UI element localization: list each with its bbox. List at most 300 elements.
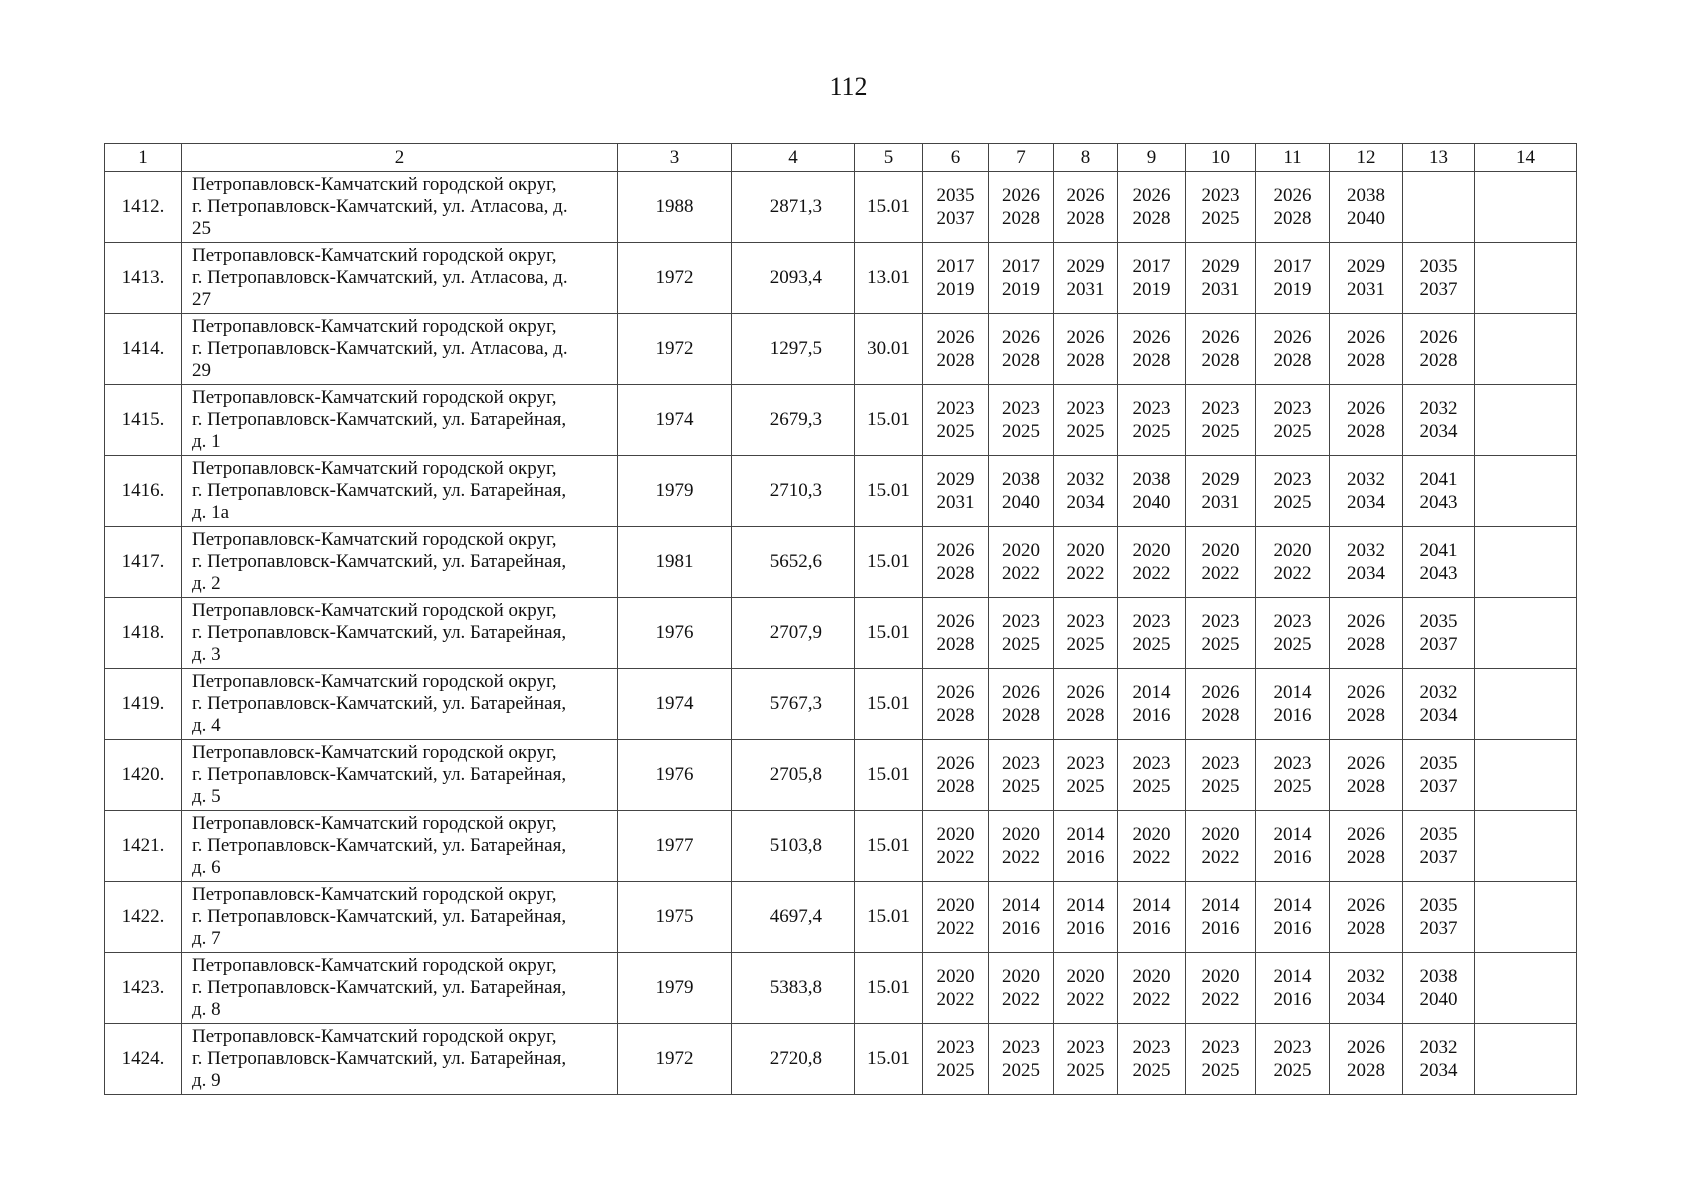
period-cell-col-10 (1186, 1024, 1256, 1095)
row-number: 1419. (105, 669, 182, 740)
row-number: 1414. (105, 314, 182, 385)
address-line: Петропавловск-Камчатский городской округ, (192, 955, 557, 976)
period-start: 2020 (1002, 824, 1040, 845)
period-end: 2022 (936, 847, 975, 868)
column-header-1: 1 (105, 144, 182, 172)
period-start: 2014 (1201, 895, 1240, 916)
period-start: 2038 (1347, 185, 1385, 206)
address-line: г. Петропавловск-Камчатский, ул. Батарейная, (192, 764, 567, 785)
period-end: 2028 (1066, 705, 1105, 726)
period-start: 2032 (1419, 398, 1458, 419)
date-code: 15.01 (855, 385, 923, 456)
address-line: г. Петропавловск-Камчатский, ул. Атласова, д. (192, 267, 568, 288)
address-line: г. Петропавловск-Камчатский, ул. Батарейная, (192, 693, 567, 714)
column-header-3: 3 (618, 144, 732, 172)
period-end: 2028 (1201, 705, 1240, 726)
period-end: 2028 (1347, 350, 1385, 371)
period-start: 2017 (936, 256, 975, 277)
period-cell-col-10 (1186, 669, 1256, 740)
period-end: 2040 (1002, 492, 1040, 513)
year-built: 1979 (618, 953, 732, 1024)
period-cell-col-12 (1330, 243, 1403, 314)
column-header-2: 2 (182, 144, 618, 172)
period-cell-col-10 (1186, 172, 1256, 243)
period-cell-col-13 (1403, 1024, 1475, 1095)
period-end: 2025 (1201, 208, 1240, 229)
period-start: 2014 (1066, 824, 1105, 845)
period-cell-col-7 (989, 527, 1054, 598)
period-cell-col-13 (1403, 882, 1475, 953)
period-cell-col-8 (1054, 882, 1118, 953)
period-cell-col-11 (1256, 314, 1330, 385)
address-line: 29 (192, 360, 211, 381)
period-start: 2026 (936, 682, 975, 703)
period-end: 2016 (1273, 918, 1312, 939)
period-start: 2014 (1132, 895, 1171, 916)
period-cell-col-8 (1054, 314, 1118, 385)
period-cell-col-8 (1054, 811, 1118, 882)
table-row (105, 314, 1577, 385)
period-end: 2019 (1273, 279, 1312, 300)
header-row (105, 144, 1577, 172)
row-number: 1417. (105, 527, 182, 598)
period-end: 2025 (936, 1060, 975, 1081)
period-cell-col-11 (1256, 953, 1330, 1024)
period-cell-col-12 (1330, 740, 1403, 811)
period-cell-col-10 (1186, 811, 1256, 882)
period-start: 2026 (1132, 185, 1171, 206)
column-header-5: 5 (855, 144, 923, 172)
period-start: 2026 (1347, 327, 1385, 348)
period-end: 2022 (1201, 563, 1240, 584)
address-cell (182, 172, 618, 243)
period-cell-col-10 (1186, 882, 1256, 953)
address-line: д. 1а (192, 502, 230, 523)
address-line: г. Петропавловск-Камчатский, ул. Батарейная, (192, 480, 567, 501)
period-start: 2029 (1347, 256, 1385, 277)
address-cell (182, 527, 618, 598)
table-row (105, 811, 1577, 882)
period-cell-col-11 (1256, 385, 1330, 456)
period-start: 2020 (1273, 540, 1312, 561)
table-header (105, 144, 1577, 172)
period-cell-col-6 (923, 669, 989, 740)
column-header-13: 13 (1403, 144, 1475, 172)
period-end: 2025 (1273, 1060, 1312, 1081)
period-start: 2023 (1066, 611, 1105, 632)
period-start: 2023 (1002, 753, 1040, 774)
period-cell-col-14 (1475, 740, 1577, 811)
period-start: 2026 (1347, 895, 1385, 916)
period-start: 2026 (936, 611, 975, 632)
period-end: 2028 (1002, 350, 1040, 371)
period-cell-col-9 (1118, 811, 1186, 882)
address-line: Петропавловск-Камчатский городской округ, (192, 529, 557, 550)
period-cell-col-6 (923, 243, 989, 314)
period-cell-col-14 (1475, 385, 1577, 456)
period-start: 2032 (1066, 469, 1105, 490)
period-end: 2037 (1419, 634, 1458, 655)
period-cell-col-10 (1186, 598, 1256, 669)
date-code: 15.01 (855, 882, 923, 953)
row-number: 1416. (105, 456, 182, 527)
address-cell (182, 314, 618, 385)
address-cell (182, 1024, 618, 1095)
period-cell-col-7 (989, 1024, 1054, 1095)
period-end: 2031 (1066, 279, 1105, 300)
period-cell-col-14 (1475, 882, 1577, 953)
period-cell-col-6 (923, 953, 989, 1024)
period-cell-col-11 (1256, 811, 1330, 882)
period-cell-col-9 (1118, 527, 1186, 598)
period-cell-col-13 (1403, 385, 1475, 456)
period-cell-col-6 (923, 1024, 989, 1095)
period-cell-col-10 (1186, 527, 1256, 598)
period-start: 2020 (1066, 966, 1105, 987)
period-cell-col-8 (1054, 953, 1118, 1024)
period-cell-col-12 (1330, 598, 1403, 669)
period-end: 2025 (1273, 421, 1312, 442)
period-end: 2016 (1002, 918, 1040, 939)
period-end: 2034 (1419, 1060, 1458, 1081)
period-cell-col-9 (1118, 953, 1186, 1024)
period-cell-col-8 (1054, 243, 1118, 314)
period-cell-col-6 (923, 598, 989, 669)
period-start: 2023 (1132, 753, 1171, 774)
period-start: 2035 (1419, 611, 1458, 632)
total-area: 5652,6 (732, 527, 855, 598)
period-cell-col-11 (1256, 1024, 1330, 1095)
period-start: 2020 (936, 824, 975, 845)
period-start: 2023 (1066, 753, 1105, 774)
period-cell-col-13 (1403, 740, 1475, 811)
period-end: 2031 (1347, 279, 1385, 300)
period-cell-col-9 (1118, 314, 1186, 385)
period-end: 2022 (936, 918, 975, 939)
date-code: 30.01 (855, 314, 923, 385)
table-row (105, 953, 1577, 1024)
date-code: 15.01 (855, 456, 923, 527)
period-cell-col-10 (1186, 385, 1256, 456)
period-cell-col-8 (1054, 456, 1118, 527)
address-line: Петропавловск-Камчатский городской округ, (192, 174, 557, 195)
address-line: д. 6 (192, 857, 221, 878)
year-built: 1977 (618, 811, 732, 882)
address-cell (182, 882, 618, 953)
period-start: 2026 (1347, 753, 1385, 774)
period-start: 2023 (1132, 611, 1171, 632)
year-built: 1988 (618, 172, 732, 243)
period-start: 2026 (1002, 682, 1040, 703)
period-start: 2029 (1066, 256, 1105, 277)
period-end: 2025 (1273, 776, 1312, 797)
period-start: 2023 (1002, 611, 1040, 632)
address-line: Петропавловск-Камчатский городской округ, (192, 387, 557, 408)
address-line: д. 8 (192, 999, 221, 1020)
period-cell-col-8 (1054, 1024, 1118, 1095)
period-end: 2028 (1347, 918, 1385, 939)
period-cell-col-7 (989, 669, 1054, 740)
period-start: 2026 (1132, 327, 1171, 348)
row-number: 1421. (105, 811, 182, 882)
period-start: 2020 (1201, 824, 1240, 845)
year-built: 1972 (618, 314, 732, 385)
total-area: 2720,8 (732, 1024, 855, 1095)
row-number: 1413. (105, 243, 182, 314)
period-start: 2023 (1273, 753, 1312, 774)
table-row (105, 1024, 1577, 1095)
period-start: 2023 (1273, 398, 1312, 419)
address-line: д. 1 (192, 431, 221, 452)
address-line: г. Петропавловск-Камчатский, ул. Батарейная, (192, 1048, 567, 1069)
address-cell (182, 811, 618, 882)
period-cell-col-13 (1403, 598, 1475, 669)
period-end: 2028 (936, 776, 975, 797)
table-row (105, 882, 1577, 953)
address-cell (182, 598, 618, 669)
period-end: 2025 (1066, 776, 1105, 797)
period-cell-col-13 (1403, 669, 1475, 740)
period-cell-col-12 (1330, 314, 1403, 385)
period-end: 2025 (1066, 421, 1105, 442)
period-cell-col-12 (1330, 527, 1403, 598)
period-cell-col-11 (1256, 740, 1330, 811)
period-end: 2016 (1273, 847, 1312, 868)
year-built: 1972 (618, 1024, 732, 1095)
period-cell-col-11 (1256, 669, 1330, 740)
period-start: 2026 (1347, 1037, 1385, 1058)
period-cell-col-9 (1118, 598, 1186, 669)
date-code: 15.01 (855, 527, 923, 598)
address-line: д. 3 (192, 644, 221, 665)
period-start: 2038 (1132, 469, 1171, 490)
period-start: 2041 (1419, 469, 1458, 490)
period-end: 2019 (1132, 279, 1171, 300)
address-line: Петропавловск-Камчатский городской округ, (192, 245, 557, 266)
period-start: 2035 (936, 185, 975, 206)
period-cell-col-14 (1475, 1024, 1577, 1095)
total-area: 1297,5 (732, 314, 855, 385)
row-number: 1415. (105, 385, 182, 456)
period-cell-col-9 (1118, 385, 1186, 456)
period-end: 2037 (1419, 918, 1458, 939)
period-cell-col-8 (1054, 669, 1118, 740)
address-line: Петропавловск-Камчатский городской округ, (192, 884, 557, 905)
period-start: 2023 (1132, 1037, 1171, 1058)
address-cell (182, 953, 618, 1024)
table-body (105, 172, 1577, 1095)
period-end: 2016 (1066, 918, 1105, 939)
period-end: 2022 (1273, 563, 1312, 584)
period-end: 2022 (1002, 847, 1040, 868)
row-number: 1424. (105, 1024, 182, 1095)
period-start: 2026 (1066, 327, 1105, 348)
period-end: 2025 (1002, 776, 1040, 797)
period-end: 2025 (936, 421, 975, 442)
period-end: 2028 (1273, 208, 1312, 229)
period-end: 2031 (1201, 279, 1240, 300)
period-end: 2022 (936, 989, 975, 1010)
period-end: 2016 (1132, 918, 1171, 939)
total-area: 2093,4 (732, 243, 855, 314)
period-cell-col-6 (923, 882, 989, 953)
period-cell-col-7 (989, 385, 1054, 456)
period-cell-col-11 (1256, 882, 1330, 953)
period-start: 2026 (1002, 327, 1040, 348)
period-end: 2019 (1002, 279, 1040, 300)
period-cell-col-7 (989, 598, 1054, 669)
total-area: 2871,3 (732, 172, 855, 243)
period-start: 2029 (1201, 469, 1240, 490)
period-end: 2040 (1419, 989, 1458, 1010)
period-end: 2022 (1201, 847, 1240, 868)
address-cell (182, 740, 618, 811)
table-row (105, 456, 1577, 527)
period-end: 2016 (1273, 989, 1312, 1010)
period-cell-col-14 (1475, 243, 1577, 314)
period-end: 2043 (1419, 563, 1458, 584)
period-end: 2025 (1132, 776, 1171, 797)
period-start: 2023 (1066, 398, 1105, 419)
period-end: 2034 (1347, 989, 1385, 1010)
period-cell-col-13 (1403, 953, 1475, 1024)
address-line: г. Петропавловск-Камчатский, ул. Батарейная, (192, 906, 567, 927)
date-code: 15.01 (855, 953, 923, 1024)
date-code: 15.01 (855, 811, 923, 882)
period-cell-col-7 (989, 314, 1054, 385)
period-end: 2016 (1132, 705, 1171, 726)
period-start: 2014 (1066, 895, 1105, 916)
period-cell-col-12 (1330, 953, 1403, 1024)
period-cell-col-13 (1403, 527, 1475, 598)
period-start: 2029 (936, 469, 975, 490)
period-cell-col-11 (1256, 598, 1330, 669)
period-cell-col-9 (1118, 740, 1186, 811)
address-line: 25 (192, 218, 211, 239)
column-header-12: 12 (1330, 144, 1403, 172)
period-cell-col-8 (1054, 172, 1118, 243)
period-cell-col-14 (1475, 669, 1577, 740)
period-start: 2026 (936, 327, 975, 348)
period-start: 2026 (936, 753, 975, 774)
period-end: 2031 (936, 492, 975, 513)
period-cell-col-14 (1475, 811, 1577, 882)
year-built: 1974 (618, 669, 732, 740)
year-built: 1974 (618, 385, 732, 456)
period-cell-col-8 (1054, 740, 1118, 811)
period-end: 2022 (1002, 989, 1040, 1010)
period-cell-col-9 (1118, 243, 1186, 314)
period-start: 2020 (936, 895, 975, 916)
year-built: 1976 (618, 598, 732, 669)
period-start: 2023 (1201, 1037, 1240, 1058)
period-cell-col-12 (1330, 882, 1403, 953)
period-cell-col-7 (989, 172, 1054, 243)
period-start: 2032 (1347, 966, 1385, 987)
period-start: 2038 (1419, 966, 1458, 987)
period-start: 2026 (1002, 185, 1040, 206)
period-end: 2028 (1066, 208, 1105, 229)
period-start: 2023 (1132, 398, 1171, 419)
period-end: 2028 (936, 634, 975, 655)
year-built: 1981 (618, 527, 732, 598)
period-start: 2023 (1002, 398, 1040, 419)
period-end: 2028 (1347, 421, 1385, 442)
period-start: 2026 (1419, 327, 1458, 348)
period-start: 2014 (1132, 682, 1171, 703)
period-end: 2025 (1201, 421, 1240, 442)
period-end: 2031 (1201, 492, 1240, 513)
period-start: 2020 (1132, 540, 1171, 561)
period-cell-col-7 (989, 243, 1054, 314)
address-line: г. Петропавловск-Камчатский, ул. Батарейная, (192, 977, 567, 998)
total-area: 4697,4 (732, 882, 855, 953)
period-cell-col-12 (1330, 172, 1403, 243)
period-start: 2023 (1066, 1037, 1105, 1058)
period-cell-col-11 (1256, 527, 1330, 598)
period-end: 2028 (936, 350, 975, 371)
period-end: 2016 (1201, 918, 1240, 939)
column-header-4: 4 (732, 144, 855, 172)
period-cell-col-10 (1186, 953, 1256, 1024)
total-area: 2705,8 (732, 740, 855, 811)
table-row (105, 527, 1577, 598)
address-line: Петропавловск-Камчатский городской округ, (192, 1026, 557, 1047)
address-line: Петропавловск-Камчатский городской округ, (192, 600, 557, 621)
period-start: 2026 (1201, 327, 1240, 348)
period-start: 2017 (1132, 256, 1171, 277)
period-start: 2026 (1066, 682, 1105, 703)
address-line: г. Петропавловск-Камчатский, ул. Батарейная, (192, 835, 567, 856)
period-start: 2023 (936, 1037, 975, 1058)
period-end: 2019 (936, 279, 975, 300)
year-built: 1972 (618, 243, 732, 314)
table-row (105, 385, 1577, 456)
period-end: 2022 (1132, 563, 1171, 584)
row-number: 1422. (105, 882, 182, 953)
period-end: 2022 (1132, 989, 1171, 1010)
period-start: 2023 (1273, 1037, 1312, 1058)
period-end: 2022 (1066, 989, 1105, 1010)
address-cell (182, 456, 618, 527)
period-start: 2017 (1002, 256, 1040, 277)
address-line: г. Петропавловск-Камчатский, ул. Батарейная, (192, 551, 567, 572)
period-start: 2035 (1419, 824, 1458, 845)
period-end: 2025 (1132, 634, 1171, 655)
total-area: 5767,3 (732, 669, 855, 740)
period-end: 2034 (1419, 421, 1458, 442)
period-start: 2032 (1419, 1037, 1458, 1058)
period-start: 2026 (1201, 682, 1240, 703)
period-end: 2028 (936, 563, 975, 584)
period-end: 2022 (1201, 989, 1240, 1010)
address-cell (182, 669, 618, 740)
address-line: г. Петропавловск-Камчатский, ул. Батарейная, (192, 409, 567, 430)
address-line: д. 9 (192, 1070, 221, 1091)
period-end: 2040 (1347, 208, 1385, 229)
period-end: 2028 (1132, 208, 1171, 229)
period-start: 2023 (1201, 398, 1240, 419)
row-number: 1423. (105, 953, 182, 1024)
table-row (105, 243, 1577, 314)
period-cell-col-10 (1186, 740, 1256, 811)
period-end: 2040 (1132, 492, 1171, 513)
period-cell-col-7 (989, 953, 1054, 1024)
period-start: 2026 (1273, 185, 1312, 206)
period-start: 2020 (1002, 966, 1040, 987)
period-cell-col-13 (1403, 811, 1475, 882)
period-start: 2026 (1066, 185, 1105, 206)
